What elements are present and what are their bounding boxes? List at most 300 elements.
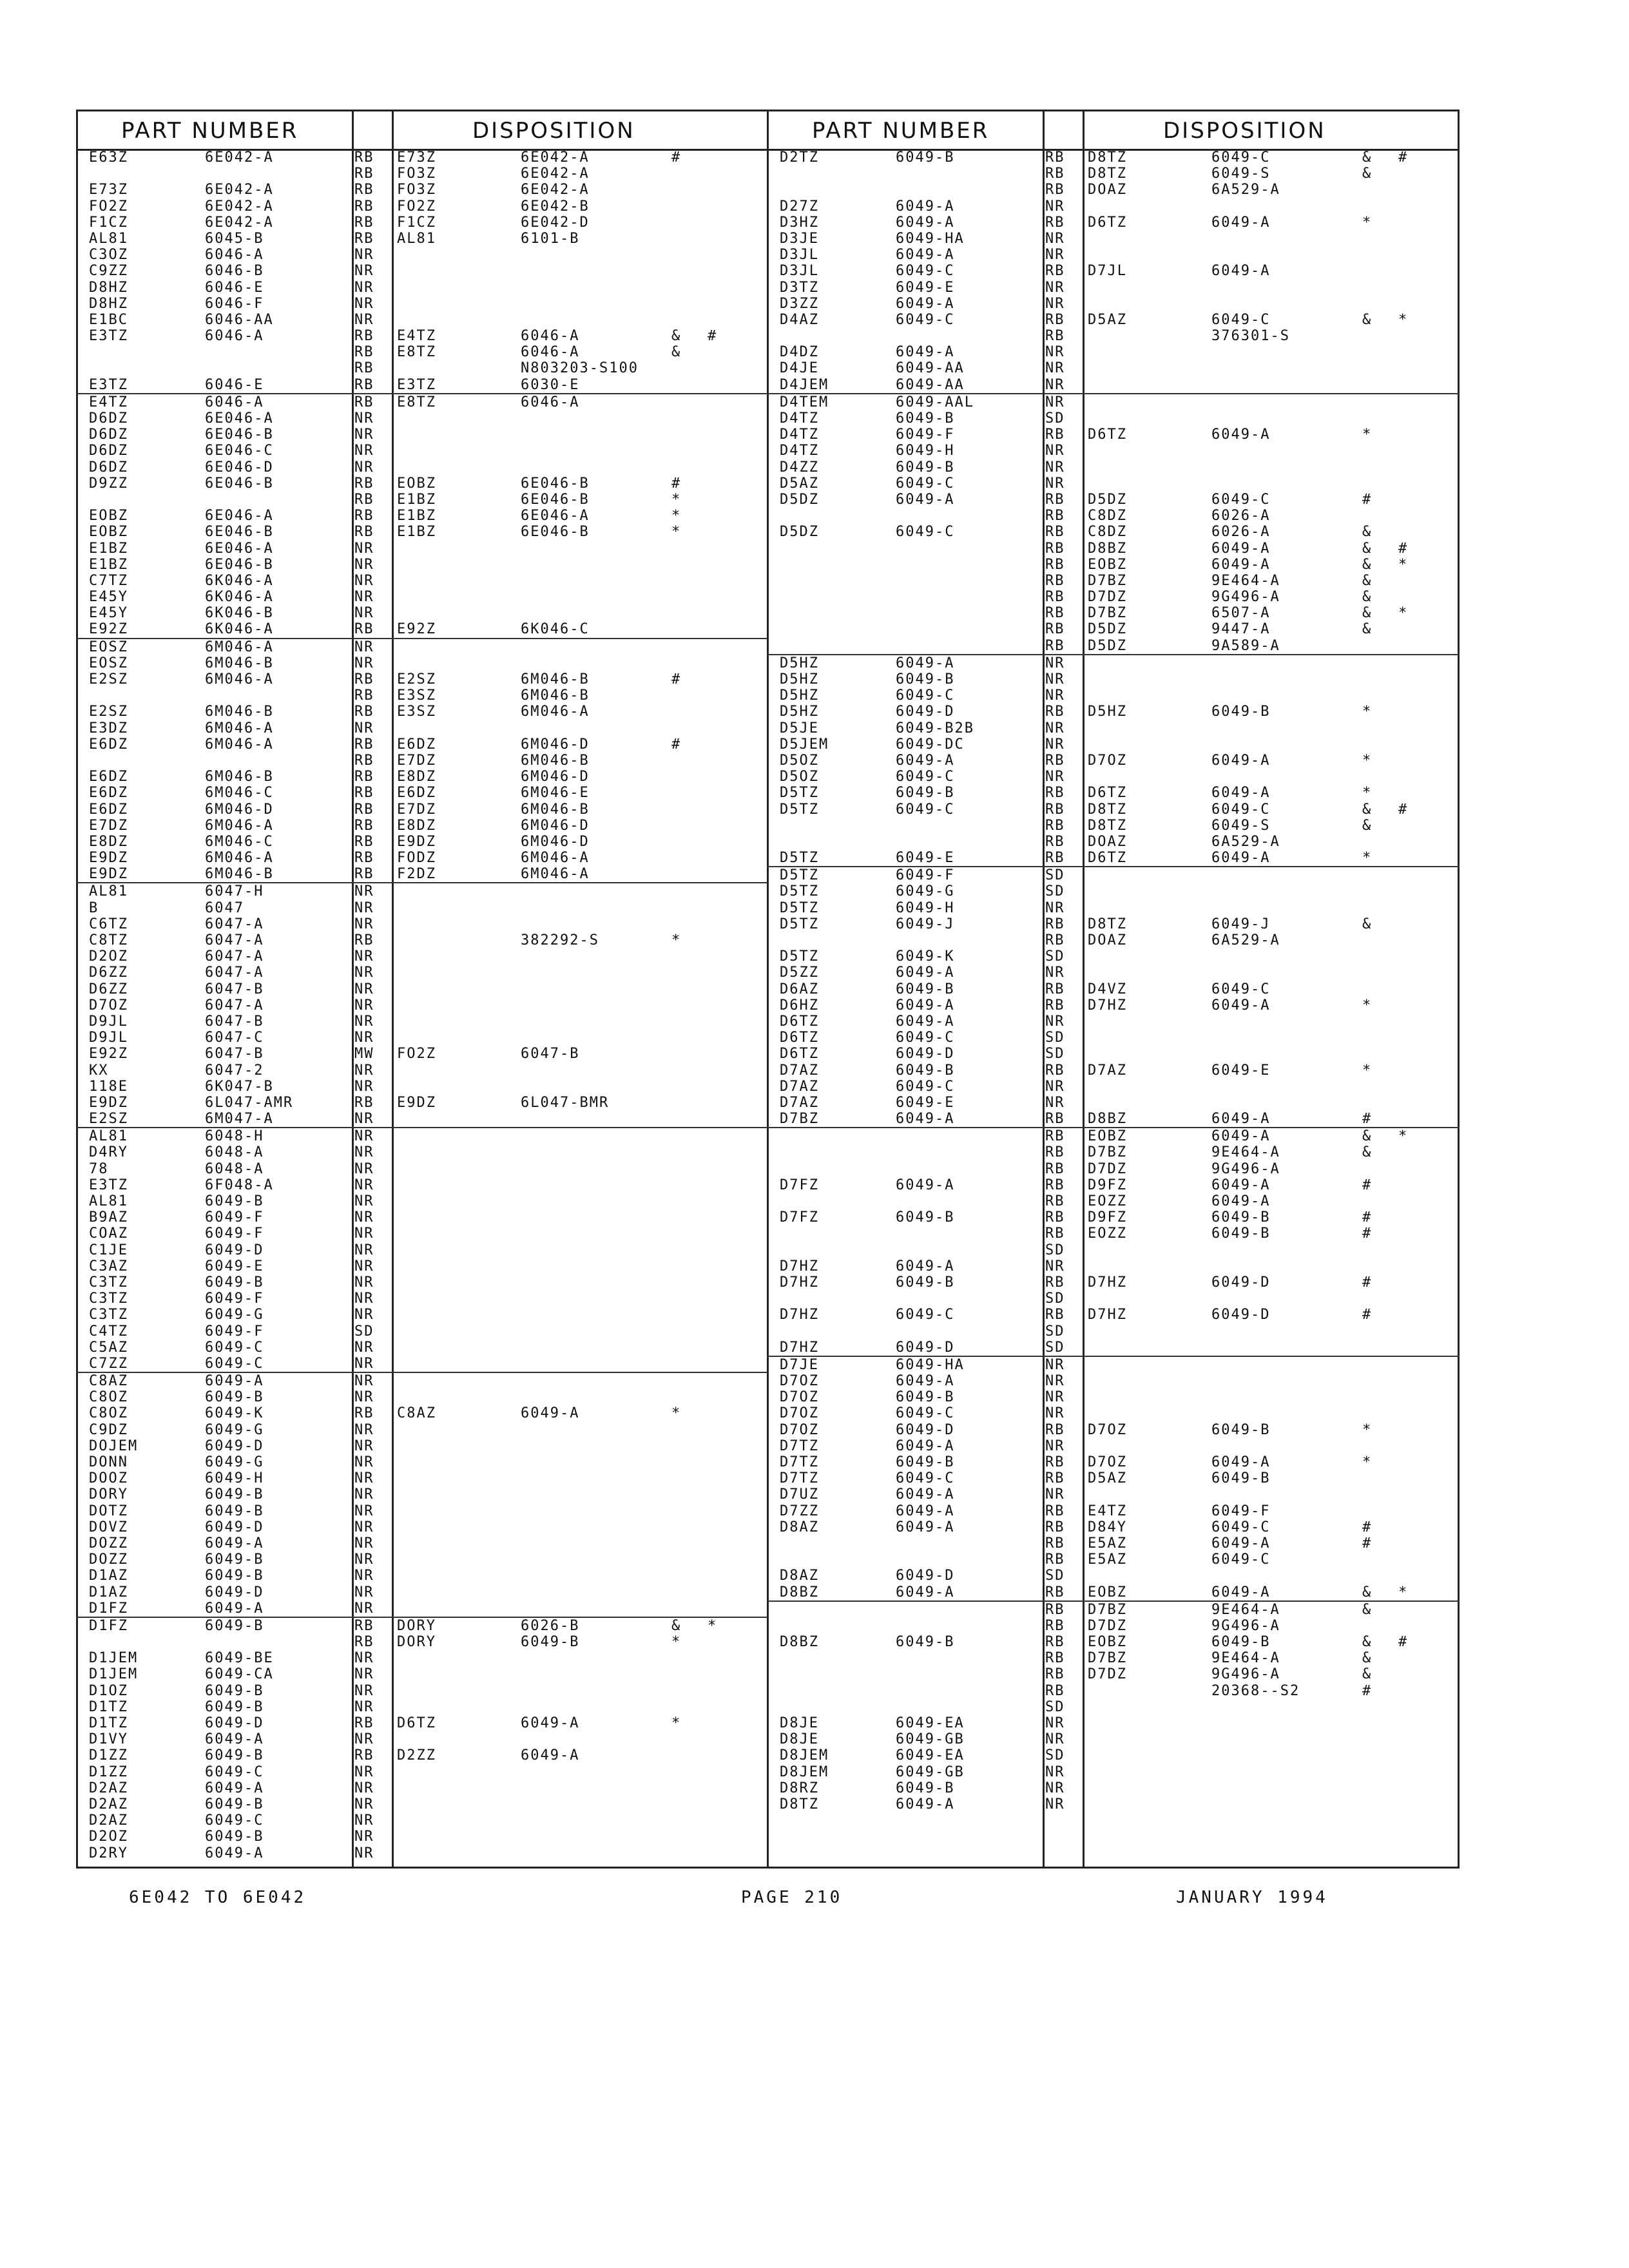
part-prefix: C7ZZ (89, 1355, 128, 1372)
part-prefix: D9ZZ (89, 475, 128, 492)
note-mark: * (671, 1634, 682, 1651)
part-prefix: E45Y (89, 589, 128, 606)
replacement-prefix: DORY (397, 1634, 436, 1651)
part-prefix: E63Z (89, 149, 128, 166)
table-row (767, 1618, 1460, 1634)
disposition-code: RB (1045, 1193, 1065, 1209)
part-number: 6049-E (205, 1258, 264, 1274)
replacement-number: 6026-A (1211, 524, 1271, 541)
note-mark-2: # (1398, 1634, 1409, 1651)
note-mark: & (1362, 311, 1373, 328)
table-row (76, 1323, 769, 1340)
disposition-code: NR (354, 1731, 374, 1748)
part-prefix: C9ZZ (89, 263, 128, 280)
replacement-number: 6E046-B (521, 475, 590, 492)
table-row (767, 476, 1460, 492)
note-mark-2: * (1398, 311, 1409, 328)
disposition-code: NR (354, 1258, 374, 1274)
part-number: 6M046-B (205, 704, 274, 720)
replacement-prefix: E1BZ (397, 524, 436, 541)
replacement-prefix: FO3Z (397, 166, 436, 182)
part-prefix: D8JE (780, 1731, 819, 1748)
table-row (767, 1422, 1460, 1438)
part-number: 6049-A (896, 198, 955, 215)
part-prefix: D5JEM (780, 736, 829, 753)
part-prefix: D7FZ (780, 1177, 819, 1193)
replacement-number: 6049-A (1211, 214, 1271, 231)
part-prefix: C4TZ (89, 1323, 128, 1340)
replacement-number: 6M046-D (521, 769, 590, 785)
table-row (76, 1747, 769, 1763)
left-table-header (76, 110, 769, 151)
part-number: 6L047-AMR (205, 1094, 294, 1111)
part-prefix: D2RY (89, 1845, 128, 1861)
note-mark: # (1362, 1111, 1373, 1128)
table-row (76, 1584, 769, 1600)
disposition-code: NR (1045, 769, 1065, 785)
disposition-code: NR (354, 965, 374, 981)
replacement-number: 6049-E (1211, 1062, 1271, 1079)
table-row (767, 785, 1460, 801)
note-mark: * (671, 932, 682, 948)
table-row (767, 492, 1460, 508)
part-number: 6049-B (205, 1698, 264, 1715)
replacement-number: 6049-J (1211, 916, 1271, 932)
table-row (767, 1014, 1460, 1030)
table-row (76, 182, 769, 198)
table-row (76, 1030, 769, 1046)
table-row (76, 1634, 769, 1650)
part-number: 6049-AA (896, 360, 965, 377)
replacement-number: 6049-C (1211, 311, 1271, 328)
disposition-code: NR (1045, 1094, 1065, 1111)
part-number: 6M046-A (205, 671, 274, 687)
part-number: 6049-C (896, 475, 955, 492)
replacement-prefix: F1CZ (397, 214, 436, 231)
table-row (767, 508, 1460, 524)
replacement-prefix: D6TZ (1088, 785, 1127, 802)
table-row (767, 1666, 1460, 1682)
disposition-code: RB (354, 1094, 374, 1111)
table-row (767, 720, 1460, 736)
table-row (767, 1650, 1460, 1666)
replacement-prefix: E9DZ (397, 1094, 436, 1111)
part-number: 6049-D (896, 1046, 955, 1062)
replacement-prefix: D8TZ (1088, 817, 1127, 834)
replacement-prefix: EOBZ (1088, 1584, 1127, 1600)
table-row (76, 1225, 769, 1242)
table-row (76, 247, 769, 263)
disposition-code: RB (1045, 572, 1065, 589)
part-prefix: AL81 (89, 1193, 128, 1209)
replacement-number: 6E042-B (521, 198, 590, 215)
replacement-prefix: D5AZ (1088, 1470, 1127, 1487)
note-mark: * (1362, 752, 1373, 769)
part-number: 6049-C (896, 1078, 955, 1095)
table-row (76, 459, 769, 476)
table-row (767, 932, 1460, 948)
part-number: 6049-D (896, 1339, 955, 1356)
replacement-prefix: D9FZ (1088, 1177, 1127, 1193)
disposition-code: NR (1045, 247, 1065, 264)
replacement-prefix: D5HZ (1088, 704, 1127, 720)
table-row (767, 1144, 1460, 1160)
disposition-code: RB (1045, 801, 1065, 818)
part-prefix: D6AZ (780, 981, 819, 997)
part-number: 6049-C (896, 1030, 955, 1046)
disposition-code: NR (1045, 295, 1065, 312)
part-number: 6046-A (205, 394, 264, 410)
table-row (767, 215, 1460, 231)
replacement-number: 6049-A (1211, 1535, 1271, 1552)
disposition-code: NR (1045, 475, 1065, 492)
disposition-code: NR (1045, 360, 1065, 377)
part-number: 6047-B (205, 1046, 264, 1062)
part-number: 6049-H (205, 1470, 264, 1487)
part-prefix: D3JE (780, 230, 819, 247)
table-row (767, 1486, 1460, 1503)
disposition-code: NR (354, 1829, 374, 1845)
disposition-code: RB (1045, 1111, 1065, 1128)
table-row (76, 410, 769, 427)
part-prefix: D8JEM (780, 1763, 829, 1780)
disposition-code: NR (354, 263, 374, 280)
disposition-code: MW (354, 1046, 374, 1062)
disposition-code: NR (354, 1682, 374, 1699)
note-mark: & (671, 328, 682, 345)
right-table-rows (767, 149, 1460, 1812)
part-number: 6E046-C (205, 443, 274, 459)
disposition-code: RB (354, 1634, 374, 1651)
part-prefix: DOTZ (89, 1503, 128, 1519)
disposition-code: RB (1045, 166, 1065, 182)
disposition-code: RB (1045, 149, 1065, 166)
part-prefix: D2TZ (780, 149, 819, 166)
replacement-prefix: D5DZ (1088, 491, 1127, 508)
disposition-code: NR (1045, 687, 1065, 704)
part-prefix: D7AZ (780, 1094, 819, 1111)
disposition-code: RB (1045, 752, 1065, 769)
replacement-prefix: D9FZ (1088, 1209, 1127, 1226)
part-prefix: D1ZZ (89, 1763, 128, 1780)
part-number: 6049-B (896, 981, 955, 997)
replacement-number: 6L047-BMR (521, 1094, 610, 1111)
part-prefix: C8OZ (89, 1405, 128, 1422)
disposition-code: RB (354, 817, 374, 834)
note-mark: * (1362, 997, 1373, 1014)
disposition-code: NR (354, 639, 374, 655)
note-mark: & (671, 1617, 682, 1634)
part-prefix: AL81 (89, 1128, 128, 1145)
part-number: 6049-B (896, 1274, 955, 1291)
part-number: 6049-A (896, 491, 955, 508)
table-row (767, 1600, 1460, 1618)
note-mark-2: * (1398, 605, 1409, 622)
table-row (76, 1422, 769, 1438)
table-row (76, 328, 769, 344)
disposition-code: RB (354, 475, 374, 492)
part-prefix: D8JEM (780, 1747, 829, 1764)
part-number: 6049-H (896, 899, 955, 916)
part-number: 6049-J (896, 916, 955, 932)
part-prefix: D8BZ (780, 1634, 819, 1651)
part-prefix: D6DZ (89, 459, 128, 476)
table-row (76, 1356, 769, 1372)
replacement-number: 6M046-B (521, 687, 590, 704)
replacement-number: 6049-A (1211, 850, 1271, 867)
part-number: 6M046-D (205, 801, 274, 818)
disposition-code: RB (1045, 1682, 1065, 1699)
replacement-prefix: D7DZ (1088, 1160, 1127, 1177)
disposition-code: RB (354, 376, 374, 393)
part-prefix: C7TZ (89, 572, 128, 589)
part-prefix: DOZZ (89, 1535, 128, 1552)
disposition-code: NR (354, 1242, 374, 1258)
part-number: 6049-B (205, 1617, 264, 1634)
disposition-code: RB (354, 394, 374, 410)
replacement-number: 9E464-A (1211, 572, 1280, 589)
disposition-code: RB (1045, 1601, 1065, 1618)
replacement-number: 6A529-A (1211, 932, 1280, 948)
disposition-code: NR (354, 1600, 374, 1617)
replacement-prefix: E8DZ (397, 769, 436, 785)
part-number: 6049-A (205, 1373, 264, 1390)
table-row (76, 1470, 769, 1486)
part-prefix: D5TZ (780, 899, 819, 916)
part-number: 6049-D (896, 704, 955, 720)
part-number: 6049-G (205, 1307, 264, 1323)
table-row (767, 769, 1460, 785)
replacement-prefix: D2ZZ (397, 1747, 436, 1764)
part-prefix: D2AZ (89, 1780, 128, 1796)
part-prefix: D3TZ (780, 279, 819, 296)
part-prefix: DOVZ (89, 1519, 128, 1535)
table-row (767, 753, 1460, 769)
part-prefix: D7OZ (780, 1405, 819, 1422)
disposition-code: NR (1045, 1780, 1065, 1796)
part-number: 6047-A (205, 965, 264, 981)
replacement-number: 6047-B (521, 1046, 580, 1062)
table-row (76, 1812, 769, 1829)
part-prefix: D7OZ (89, 997, 128, 1014)
disposition-code: NR (1045, 1731, 1065, 1748)
disposition-code: RB (1045, 1519, 1065, 1535)
disposition-code: RB (354, 671, 374, 687)
disposition-code: RB (1045, 1177, 1065, 1193)
part-number: 6049-C (205, 1763, 264, 1780)
part-prefix: B (89, 899, 99, 916)
part-number: 6049-C (205, 1339, 264, 1356)
table-row (76, 1274, 769, 1291)
part-prefix: D5JE (780, 720, 819, 736)
disposition-code: RB (354, 850, 374, 867)
table-row (76, 1193, 769, 1209)
replacement-prefix: D8TZ (1088, 166, 1127, 182)
part-number: 6049-G (205, 1421, 264, 1438)
table-row (767, 296, 1460, 312)
disposition-code: NR (354, 655, 374, 671)
part-prefix: D5HZ (780, 671, 819, 687)
replacement-prefix: D7HZ (1088, 1274, 1127, 1291)
part-prefix: C6TZ (89, 916, 128, 932)
note-mark: * (1362, 214, 1373, 231)
replacement-prefix: E8DZ (397, 817, 436, 834)
table-row (76, 916, 769, 932)
disposition-code: NR (354, 1339, 374, 1356)
table-row (76, 1062, 769, 1079)
replacement-number: 6049-A (1211, 997, 1271, 1014)
replacement-prefix: E3SZ (397, 687, 436, 704)
part-prefix: E3TZ (89, 1177, 128, 1193)
part-prefix: AL81 (89, 883, 128, 900)
part-number: 6046-A (205, 328, 264, 345)
part-prefix: EOSZ (89, 639, 128, 655)
table-row (767, 1274, 1460, 1291)
replacement-number: 6049-B (1211, 1421, 1271, 1438)
table-row (767, 360, 1460, 376)
disposition-code: RB (1045, 833, 1065, 850)
part-number: 6M046-A (205, 639, 274, 655)
replacement-prefix: D7BZ (1088, 1144, 1127, 1161)
table-row (767, 247, 1460, 263)
part-prefix: C3OZ (89, 247, 128, 264)
part-prefix: 118E (89, 1078, 128, 1095)
replacement-number: 6049-A (1211, 263, 1271, 280)
disposition-code: RB (1045, 1666, 1065, 1683)
note-mark: & (1362, 1666, 1373, 1683)
part-prefix: D6DZ (89, 427, 128, 443)
table-row (767, 818, 1460, 834)
note-mark: * (671, 1715, 682, 1731)
note-mark: & (1362, 524, 1373, 541)
table-row (767, 997, 1460, 1014)
disposition-code: RB (1045, 1503, 1065, 1519)
replacement-prefix: D7JL (1088, 263, 1127, 280)
part-number: 6049-D (205, 1715, 264, 1731)
part-number: 6049-B (205, 1829, 264, 1845)
table-row (767, 377, 1460, 393)
part-prefix: E6DZ (89, 769, 128, 785)
replacement-number: 6M046-D (521, 817, 590, 834)
table-row (76, 1144, 769, 1160)
disposition-code: NR (354, 1274, 374, 1291)
replacement-prefix: C8AZ (397, 1405, 436, 1422)
part-prefix: D8AZ (780, 1519, 819, 1535)
part-prefix: E1BC (89, 311, 128, 328)
table-row (76, 393, 769, 410)
replacement-number: 6049-S (1211, 166, 1271, 182)
table-row (767, 1111, 1460, 1127)
part-number: 6049-C (896, 1470, 955, 1487)
part-number: 6046-AA (205, 311, 274, 328)
disposition-code: NR (354, 997, 374, 1014)
disposition-code: RB (1045, 491, 1065, 508)
part-prefix: EOBZ (89, 524, 128, 541)
table-row (76, 621, 769, 637)
disposition-code: SD (1045, 948, 1065, 965)
disposition-code: NR (1045, 1763, 1065, 1780)
replacement-number: 6049-A (521, 1715, 580, 1731)
table-row (76, 1095, 769, 1111)
disposition-code: RB (354, 214, 374, 231)
replacement-number: 6046-A (521, 394, 580, 410)
disposition-code: NR (1045, 1356, 1065, 1373)
disposition-code: RB (1045, 1584, 1065, 1600)
table-row (76, 769, 769, 785)
part-prefix: FO2Z (89, 198, 128, 215)
disposition-code: NR (1045, 720, 1065, 736)
disposition-code: NR (354, 1144, 374, 1161)
part-prefix: D1JEM (89, 1666, 139, 1683)
replacement-prefix: E3TZ (397, 376, 436, 393)
disposition-code: NR (354, 1437, 374, 1454)
replacement-prefix: E73Z (397, 149, 436, 166)
note-mark: # (671, 475, 682, 492)
part-number: 6046-B (205, 263, 264, 280)
table-row (767, 1747, 1460, 1763)
left-table-rows (76, 149, 769, 1861)
disposition-code: NR (354, 605, 374, 622)
disposition-code: SD (1045, 1339, 1065, 1356)
disposition-code: RB (354, 1617, 374, 1634)
part-number: 6049-B (896, 410, 955, 427)
disposition-code: RB (354, 833, 374, 850)
part-number: 6049-B (205, 1274, 264, 1291)
disposition-code: RB (1045, 182, 1065, 198)
part-number: 6049-A (896, 1111, 955, 1128)
note-mark: & (1362, 540, 1373, 557)
table-row (767, 605, 1460, 621)
table-row (767, 1127, 1460, 1144)
table-row (76, 492, 769, 508)
disposition-code: NR (354, 1209, 374, 1226)
disposition-code: NR (354, 1780, 374, 1796)
note-mark: # (1362, 1177, 1373, 1193)
disposition-code: SD (354, 1323, 374, 1340)
part-prefix: E6DZ (89, 801, 128, 818)
disposition-code: NR (1045, 376, 1065, 393)
replacement-number: N803203-S100 (521, 360, 639, 377)
part-number: 6047-C (205, 1030, 264, 1046)
disposition-code: RB (354, 1747, 374, 1764)
disposition-code: RB (354, 508, 374, 524)
replacement-number: 20368--S2 (1211, 1682, 1300, 1699)
replacement-prefix: D4VZ (1088, 981, 1127, 997)
table-row (76, 344, 769, 360)
table-row (767, 1373, 1460, 1389)
replacement-number: 6049-A (1211, 1193, 1271, 1209)
disposition-code: NR (354, 1177, 374, 1193)
part-prefix: C8AZ (89, 1373, 128, 1390)
disposition-code: NR (1045, 671, 1065, 687)
disposition-code: RB (1045, 850, 1065, 867)
disposition-code: NR (354, 1845, 374, 1861)
note-mark: # (1362, 1274, 1373, 1291)
disposition-code: NR (1045, 1389, 1065, 1406)
replacement-number: 6K046-C (521, 621, 590, 638)
disposition-code: RB (354, 687, 374, 704)
table-row (767, 1389, 1460, 1405)
table-row (76, 736, 769, 753)
replacement-prefix: D5DZ (1088, 637, 1127, 654)
table-row (767, 198, 1460, 215)
table-row (767, 1291, 1460, 1307)
note-mark: * (1362, 785, 1373, 802)
part-prefix: D7TZ (780, 1454, 819, 1470)
part-number: 6047-A (205, 948, 264, 965)
table-row (76, 1454, 769, 1470)
part-number: 6049-C (896, 263, 955, 280)
